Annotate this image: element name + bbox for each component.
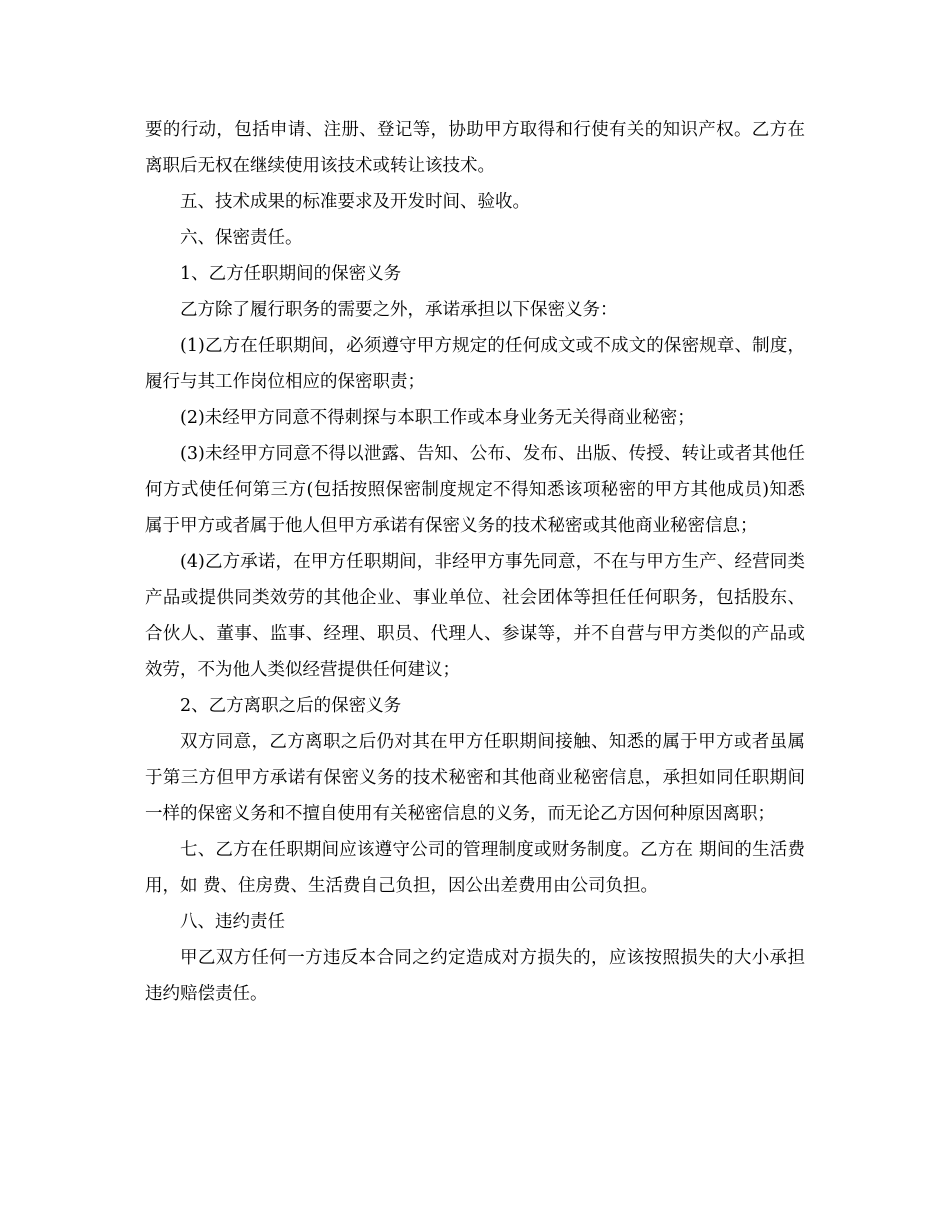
clause-item-1: (1)乙方在任职期间，必须遵守甲方规定的任何成文或不成文的保密规章、制度，履行与其工作岗位相应的保密职责； [145,336,805,392]
paragraph: 双方同意，乙方离职之后仍对其在甲方任职期间接触、知悉的属于甲方或者虽属于第三方但甲方承诺有保密义务的技术秘密和其他商业秘密信息，承担如同任职期间一样的保密义务和不擅自使用有关秘密信息的义务，而无论乙方因何种原因离职； [145,732,805,824]
paragraph: 甲乙双方任何一方违反本合同之约定造成对方损失的，应该按照损失的大小承担违约赔偿责任。 [145,948,805,1004]
section-heading-6: 六、保密责任。 [180,228,303,248]
subsection-heading-2: 2、乙方离职之后的保密义务 [180,696,402,716]
section-7-paragraph: 七、乙方在任职期间应该遵守公司的管理制度或财务制度。乙方在 期间的生活费用，如 费、住房费、生活费自己负担，因公出差费用由公司负担。 [145,840,805,896]
clause-item-4: (4)乙方承诺，在甲方任职期间，非经甲方事先同意，不在与甲方生产、经营同类产品或提供同类效劳的其他企业、事业单位、社会团体等担任任何职务，包括股东、合伙人、董事、监事、经理、职员、代理人、参谋等，并不自营与甲方类似的产品或效劳，不为他人类似经营提供任何建议； [145,552,805,680]
clause-item-2: (2)未经甲方同意不得刺探与本职工作或本身业务无关得商业秘密； [180,408,695,428]
paragraph: 乙方除了履行职务的需要之外，承诺承担以下保密义务： [180,300,618,320]
clause-item-3: (3)未经甲方同意不得以泄露、告知、公布、发布、出版、传授、转让或者其他任何方式使任何第三方(包括按照保密制度规定不得知悉该项秘密的甲方其他成员)知悉属于甲方或者属于他人但甲方承诺有保密义务的技术秘密或其他商业秘密信息； [145,444,805,536]
section-heading-5: 五、技术成果的标准要求及开发时间、验收。 [180,192,530,212]
document-body [145,112,805,1012]
subsection-heading-1: 1、乙方任职期间的保密义务 [180,264,402,284]
paragraph-continuation: 要的行动，包括申请、注册、登记等，协助甲方取得和行使有关的知识产权。乙方在离职后无权在继续使用该技术或转让该技术。 [145,120,805,176]
section-heading-8: 八、违约责任 [180,912,285,932]
